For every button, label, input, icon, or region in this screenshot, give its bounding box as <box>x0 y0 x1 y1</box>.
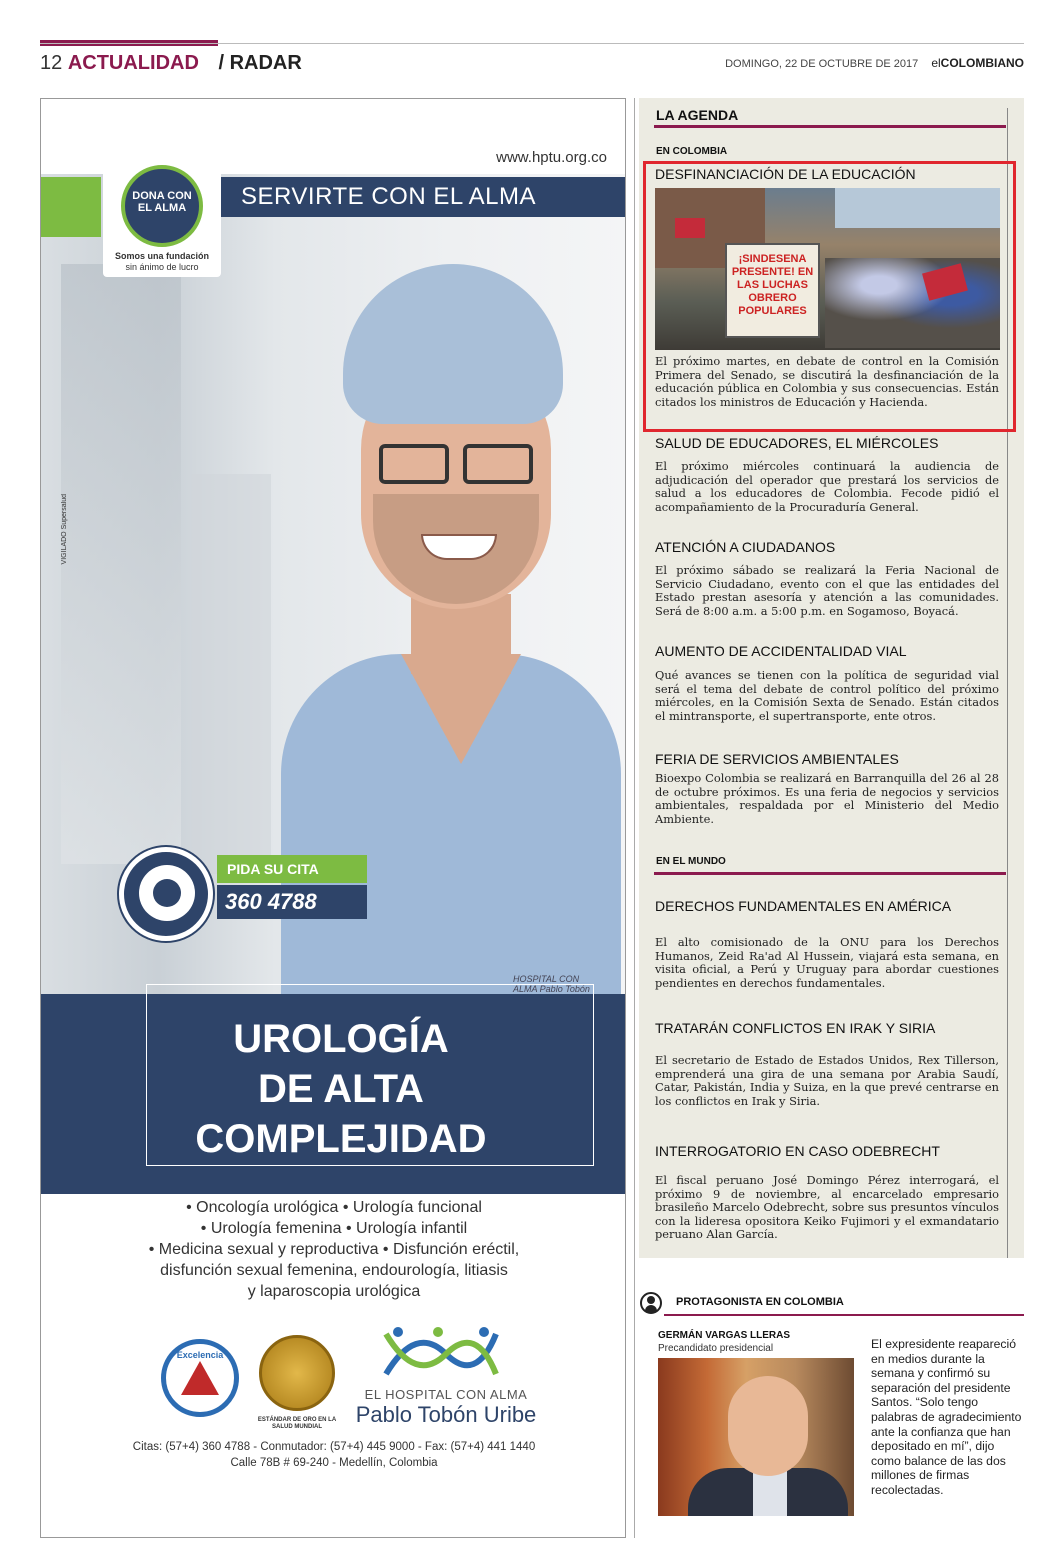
ad-website-url[interactable]: www.hptu.org.co <box>496 149 607 166</box>
hospital-name: Pablo Tobón Uribe <box>355 1402 537 1427</box>
headset-agent-icon <box>139 865 195 921</box>
person-icon <box>640 1292 662 1314</box>
section-name: ACTUALIDAD <box>67 52 199 74</box>
glasses-right-lens <box>463 444 533 484</box>
agenda-item-body: Qué avances se tienen con la política de seguridad vial será el tema del debate de control político del próximo miércoles, en la Comisión Sexta de Senado. Están citados el mintransporte, el supertransporte, ente otros. <box>655 668 999 723</box>
badge-subtitle-2: sin ánimo de lucro <box>125 262 199 272</box>
ad-banner: SERVIRTE CON EL ALMA <box>221 177 626 217</box>
agenda-item-body: Bioexpo Colombia se realizará en Barranquilla del 26 al 28 de octubre próximos. Es una feria de negocios y servicios ambientales, respaldada por el Ministerio del Medio Ambiente. <box>655 771 999 826</box>
contact-phones: Citas: (57+4) 360 4788 - Conmutador: (57+4) 445 9000 - Fax: (57+4) 441 1440 <box>132 1441 536 1453</box>
colombia-subhead: EN COLOMBIA <box>656 146 728 157</box>
agenda-item-title[interactable]: DESFINANCIACIÓN DE LA EDUCACIÓN <box>655 166 916 182</box>
glasses-left-lens <box>379 444 449 484</box>
agenda-item-body: El próximo miércoles continuará la audiencia de adjudicación del operador que prestará los servicios de salud a los educadores de Colombia. Fecode pidió el acompañamiento de la Procuraduría General. <box>655 459 999 514</box>
scrubs-logo: HOSPITAL CON ALMA Pablo Tobón <box>513 974 590 994</box>
title-line-3: COMPLEJIDAD <box>195 1117 487 1161</box>
agenda-item-body: El secretario de Estado de Estados Unidos, Rex Tillerson, emprenderá una gira de una semana por Arabia Saudí, Catar, Pakistán, India y Suiza, en la que prevé centrarse en los conflictos en Irak y Siria. <box>655 1053 999 1108</box>
service-line: • Medicina sexual y reproductiva • Disfunción eréctil, <box>148 1241 520 1258</box>
page-header <box>40 50 302 76</box>
donation-badge <box>103 157 221 277</box>
service-line: • Urología femenina • Urología infantil <box>200 1220 468 1237</box>
service-line: y laparoscopia urológica <box>247 1283 421 1300</box>
subsection-name: / RADAR <box>218 52 302 74</box>
gold-seal-icon <box>259 1335 335 1411</box>
agenda-item-title[interactable]: AUMENTO DE ACCIDENTALIDAD VIAL <box>655 643 907 659</box>
date-and-brand <box>725 56 1024 70</box>
contact-address: Calle 78B # 69-240 - Medellín, Colombia <box>230 1457 438 1469</box>
photo-face <box>728 1376 808 1476</box>
agenda-title-rule <box>654 125 1006 128</box>
service-line: disfunción sexual femenina, endourología, litiasis <box>160 1262 508 1279</box>
services-list <box>101 1197 567 1302</box>
page-number: 12 <box>40 52 63 74</box>
doctor-photo <box>281 264 621 1094</box>
hospital-advertisement[interactable] <box>40 98 626 1538</box>
agenda-item-title[interactable]: INTERROGATORIO EN CASO ODEBRECHT <box>655 1143 940 1159</box>
agenda-item-title[interactable]: TRATARÁN CONFLICTOS EN IRAK Y SIRIA <box>655 1020 936 1036</box>
world-subhead-rule <box>654 872 1006 875</box>
agenda-item-title[interactable]: SALUD DE EDUCADORES, EL MIÉRCOLES <box>655 435 939 451</box>
green-accent-block <box>41 177 101 237</box>
badge-subtitle: Somos una fundación <box>114 251 209 261</box>
title-line-2: DE ALTA <box>258 1067 424 1111</box>
agenda-title: LA AGENDA <box>656 107 739 123</box>
agenda-item-title[interactable]: ATENCIÓN A CIUDADANOS <box>655 539 836 555</box>
background-equipment <box>191 474 271 874</box>
dona-con-el-alma-seal: DONA CON EL ALMA <box>121 165 203 247</box>
background-equipment <box>61 264 181 864</box>
header-rule <box>40 43 1024 44</box>
agenda-item-body: El próximo sábado se realizará la Feria Nacional de Servicio Ciudadano, evento con el que las entidades del Estado prestan asesoría y atención a las comunidades. Será de 8:00 a.m. a 5:00 p.m. en Sogamoso, Boyacá. <box>655 563 999 618</box>
protagonista-role: Precandidato presidencial <box>658 1343 774 1354</box>
seal-text: Excelencia <box>176 1350 224 1360</box>
service-line: • Oncología urológica • Urología funcional <box>186 1199 482 1216</box>
protagonista-name: GERMÁN VARGAS LLERAS <box>658 1330 791 1341</box>
protest-sign: ¡SINDESENA PRESENTE! EN LAS LUCHAS OBRERO POPULARES <box>725 243 820 338</box>
agenda-item-title[interactable]: FERIA DE SERVICIOS AMBIENTALES <box>655 751 899 767</box>
specialty-title <box>131 1014 551 1164</box>
protagonista-photo <box>658 1358 854 1516</box>
selected-article-highlight <box>643 161 1016 432</box>
newspaper-brand: elCOLOMBIANO <box>931 56 1024 70</box>
protagonista-rule <box>664 1314 1024 1316</box>
title-line-1: UROLOGÍA <box>233 1017 449 1061</box>
world-subhead: EN EL MUNDO <box>656 856 726 867</box>
hospital-tagline: EL HOSPITAL CON ALMA <box>364 1387 528 1402</box>
protagonista-text: El expresidente reapareció en medios durante la semana y confirmó su separación del presidente Santos. “Solo tengo palabras de agradecimiento ante la confianza que han depositado en mí”, dijo como balance de las dos millones de firmas recolectadas. <box>871 1337 1022 1497</box>
agenda-item-body: El próximo martes, en debate de control en la Comisión Primera del Senado, se discutirá la desfinanciación de la educación pública en Colombia y sus consecuencias. Están citados los ministros de Educación y Hacienda. <box>655 354 999 409</box>
agenda-item-body: El fiscal peruano José Domingo Pérez interrogará, el próximo 9 de noviembre, al encarcelado empresario brasileño Marcelo Odebrecht, sobre sus presuntos vínculos con la lideresa opositora Keiko Fujimori y el exmandatario peruano Alan García. <box>655 1173 999 1242</box>
issue-date: DOMINGO, 22 DE OCTUBRE DE 2017 <box>725 58 919 70</box>
column-divider <box>634 98 635 1538</box>
hospital-logo-icon <box>376 1324 506 1384</box>
vigilado-mark: VIGILADO Supersalud <box>61 494 68 565</box>
appointment-phone[interactable]: 360 4788 <box>217 885 367 919</box>
agenda-item-title[interactable]: DERECHOS FUNDAMENTALES EN AMÉRICA <box>655 898 952 914</box>
appointment-label: PIDA SU CITA <box>217 855 367 883</box>
protagonista-title: PROTAGONISTA EN COLOMBIA <box>676 1296 844 1308</box>
gold-seal-caption: ESTÁNDAR DE ORO EN LA SALUD MUNDIAL <box>257 1417 337 1430</box>
agenda-item-body: El alto comisionado de la ONU para los Derechos Humanos, Zeid Ra'ad Al Hussein, viajará esta semana, en visita oficial, a Perú y Uruguay para abordar cuestiones pendientes en derechos fundamentales. <box>655 935 999 990</box>
photo-shirt <box>753 1470 787 1516</box>
surgical-cap <box>343 264 563 424</box>
